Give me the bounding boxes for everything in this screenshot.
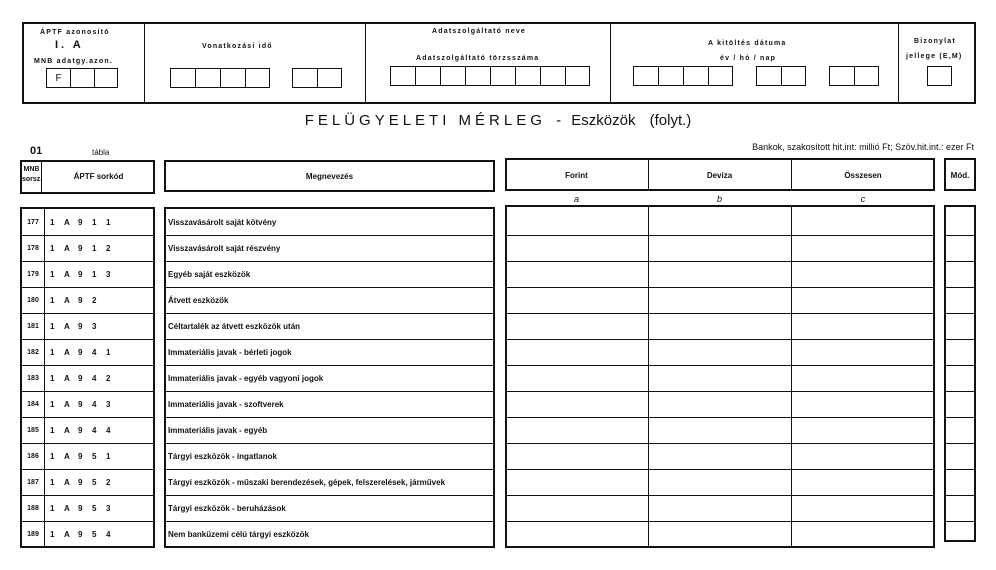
cell-mod[interactable] [946, 365, 974, 391]
mnb-adatgy-cell[interactable] [94, 68, 118, 88]
cell-mod[interactable] [946, 339, 974, 365]
sorkod-char: 9 [78, 374, 83, 383]
unit-note: Bankok, szakosított hit.int: millió Ft; Szöv.hit.int.: ezer Ft [752, 142, 974, 152]
cell-mod[interactable] [946, 443, 974, 469]
cell-deviza[interactable] [649, 495, 791, 521]
sorkod-char: A [64, 504, 70, 513]
sorkod-char: 1 [92, 270, 97, 279]
col-megnevezes: Megnevezés [305, 172, 354, 181]
sorkod-char: 9 [78, 426, 83, 435]
cell-osszesen[interactable] [792, 261, 933, 287]
sorkod-char: 1 [92, 244, 97, 253]
sorkod-char: 1 [50, 530, 55, 539]
cell-osszesen[interactable] [792, 469, 933, 495]
mnb-adatgy-cell[interactable]: F [46, 68, 70, 88]
cell-deviza[interactable] [649, 261, 791, 287]
vonatkozasi-ev-field[interactable] [170, 68, 270, 88]
cell-forint[interactable] [507, 495, 648, 521]
sorkod-char: 1 [106, 217, 111, 227]
sorkod-char: 9 [78, 270, 83, 279]
sorkod-char: 1 [50, 374, 55, 383]
mnb-adatgy-label: MNB adatgy.azon. [34, 58, 113, 65]
digit-cell[interactable] [440, 66, 465, 86]
row-megnevezes: Tárgyi eszközök - műszaki berendezések, gépek, felszerelések, járművek [166, 469, 493, 495]
sorkod-char: 2 [106, 244, 111, 253]
vonatkozasi-ho-field[interactable] [292, 68, 342, 88]
page-title [0, 112, 996, 129]
sorkod-char: 4 [92, 426, 97, 435]
sorkod-char: 9 [78, 504, 83, 513]
sorkod-char: 1 [50, 504, 55, 513]
cell-mod[interactable] [946, 261, 974, 287]
title-cont: (folyt.) [649, 112, 692, 129]
cell-forint[interactable] [507, 469, 648, 495]
kitoltes-nap-field[interactable] [829, 66, 879, 86]
col-sub-a: a [573, 194, 579, 204]
sorkod-char: 5 [92, 530, 97, 539]
cell-forint[interactable] [507, 417, 648, 443]
cell-deviza[interactable] [649, 287, 791, 313]
row-megnevezes: Visszavásárolt saját részvény [166, 235, 493, 261]
sorkod-char: 1 [50, 270, 55, 279]
cell-deviza[interactable] [649, 443, 791, 469]
col-mnb-sorszam: MNB sorsz. [22, 166, 43, 183]
cell-mod[interactable] [946, 313, 974, 339]
cell-osszesen[interactable] [792, 521, 933, 547]
sorkod-char: A [64, 400, 70, 409]
cell-forint[interactable] [507, 391, 648, 417]
cell-mod[interactable] [946, 287, 974, 313]
row-mnb-sorszam: 186 [22, 443, 44, 469]
sorkod-char: 1 [50, 217, 55, 227]
kitoltes-ev-ho-nap-label: év / hó / nap [720, 55, 777, 62]
digit-cell[interactable] [317, 68, 342, 88]
aptf-value: I. A [55, 39, 84, 51]
digit-cell[interactable] [195, 68, 220, 88]
sorkod-char: 9 [78, 217, 83, 227]
cell-deviza[interactable] [649, 521, 791, 547]
sorkod-char: 9 [78, 348, 83, 357]
digit-cell[interactable] [390, 66, 415, 86]
row-aptf-sorkod [44, 469, 153, 495]
header-divider [365, 22, 366, 104]
sorkod-char: A [64, 348, 70, 357]
sorkod-char: 5 [92, 452, 97, 461]
mnb-adatgy-field[interactable] [46, 68, 118, 88]
row-mnb-sorszam: 182 [22, 339, 44, 365]
cell-deviza[interactable] [649, 469, 791, 495]
sorkod-char: 1 [50, 426, 55, 435]
cell-osszesen[interactable] [792, 495, 933, 521]
row-megnevezes: Céltartalék az átvett eszközök után [166, 313, 493, 339]
row-aptf-sorkod [44, 443, 153, 469]
cell-mod[interactable] [946, 417, 974, 443]
cell-deviza[interactable] [649, 209, 791, 235]
row-aptf-sorkod [44, 313, 153, 339]
row-aptf-sorkod [44, 391, 153, 417]
header-divider [898, 22, 899, 104]
sorkod-char: 2 [106, 374, 111, 383]
sorkod-char: A [64, 374, 70, 383]
digit-cell[interactable] [708, 66, 733, 86]
row-mnb-sorszam: 187 [22, 469, 44, 495]
col-aptf-sorkod: ÁPTF sorkód [73, 172, 124, 181]
row-megnevezes: Visszavásárolt saját kötvény [168, 217, 277, 227]
sorkod-char: A [64, 530, 70, 539]
cell-deviza[interactable] [649, 417, 791, 443]
row-mnb-sorszam: 185 [22, 417, 44, 443]
sorkod-char: A [64, 296, 70, 305]
row-megnevezes: Immateriális javak - szoftverek [166, 391, 493, 417]
digit-cell[interactable] [515, 66, 540, 86]
digit-cell[interactable] [565, 66, 590, 86]
col-sub-b: b [716, 194, 722, 204]
row-mnb-sorszam: 178 [22, 235, 44, 261]
sorkod-char: 1 [50, 348, 55, 357]
digit-cell[interactable] [220, 68, 245, 88]
cell-deviza[interactable] [649, 391, 791, 417]
digit-cell[interactable] [540, 66, 565, 86]
row-megnevezes: Immateriális javak - bérleti jogok [166, 339, 493, 365]
digit-cell[interactable] [633, 66, 658, 86]
bizonylat-label: Bizonylat [914, 38, 956, 45]
sorkod-char: 9 [78, 530, 83, 539]
sorkod-char: 1 [50, 244, 55, 253]
cell-osszesen[interactable] [792, 287, 933, 313]
digit-cell[interactable] [829, 66, 854, 86]
sorkod-char: 9 [78, 400, 83, 409]
cell-mod[interactable] [946, 521, 974, 547]
header-divider [144, 22, 145, 104]
kitoltes-ho-field[interactable] [756, 66, 806, 86]
cell-forint[interactable] [507, 521, 648, 547]
row-megnevezes: Egyéb saját eszközök [166, 261, 493, 287]
row-aptf-sorkod [44, 417, 153, 443]
sorkod-char: A [64, 478, 70, 487]
digit-cell[interactable] [245, 68, 270, 88]
sorkod-char: 2 [92, 296, 97, 305]
sorkod-char: A [64, 426, 70, 435]
cell-deviza[interactable] [649, 339, 791, 365]
mnb-adatgy-cell[interactable] [70, 68, 94, 88]
sorkod-char: 1 [106, 452, 111, 461]
cell-forint[interactable] [507, 287, 648, 313]
bizonylat-jellege-label: jellege (E,M) [906, 53, 963, 60]
cell-osszesen[interactable] [792, 209, 933, 235]
cell-forint[interactable] [507, 339, 648, 365]
sorkod-char: 1 [50, 322, 55, 331]
row-megnevezes: Tárgyi eszközök - ingatlanok [166, 443, 493, 469]
sorkod-char: 4 [92, 374, 97, 383]
digit-cell[interactable] [756, 66, 781, 86]
col-deviza: Deviza [706, 171, 733, 180]
sorkod-char: 4 [92, 400, 97, 409]
title-main: FELÜGYELETI MÉRLEG [304, 112, 546, 129]
table-label: tábla [92, 148, 110, 157]
cell-forint[interactable] [507, 261, 648, 287]
cell-osszesen[interactable] [792, 417, 933, 443]
sorkod-char: 1 [106, 348, 111, 357]
row-aptf-sorkod [44, 521, 153, 547]
col-mod: Mód. [950, 171, 970, 180]
digit-cell[interactable] [415, 66, 440, 86]
sorkod-char: 3 [92, 322, 97, 331]
cell-osszesen[interactable] [792, 365, 933, 391]
title-separator: - [556, 112, 562, 129]
row-mnb-sorszam: 177 [27, 218, 39, 226]
sorkod-char: 9 [78, 452, 83, 461]
kitoltes-ev-field[interactable] [633, 66, 733, 86]
bizonylat-jellege-field[interactable] [927, 66, 952, 86]
cell-deviza[interactable] [649, 365, 791, 391]
row-mnb-sorszam: 181 [22, 313, 44, 339]
cell-forint[interactable] [507, 235, 648, 261]
digit-cell[interactable] [781, 66, 806, 86]
digit-cell[interactable] [927, 66, 952, 86]
sorkod-char: 9 [78, 296, 83, 305]
sorkod-char: 4 [106, 426, 111, 435]
row-mnb-sorszam: 179 [22, 261, 44, 287]
row-mnb-sorszam: 188 [22, 495, 44, 521]
cell-forint[interactable] [507, 365, 648, 391]
cell-osszesen[interactable] [792, 443, 933, 469]
row-mnb-sorszam: 183 [22, 365, 44, 391]
row-mnb-sorszam: 189 [22, 521, 44, 547]
row-megnevezes: Nem banküzemi célú tárgyi eszközök [166, 521, 493, 547]
cell-osszesen[interactable] [792, 313, 933, 339]
cell-forint[interactable] [507, 209, 648, 235]
sorkod-char: 1 [50, 400, 55, 409]
digit-cell[interactable] [170, 68, 195, 88]
sorkod-char: A [64, 217, 70, 227]
sorkod-char: 2 [106, 478, 111, 487]
row-megnevezes: Immateriális javak - egyéb [166, 417, 493, 443]
sorkod-char: 3 [106, 270, 111, 279]
digit-cell[interactable] [658, 66, 683, 86]
sorkod-char: 4 [92, 348, 97, 357]
row-aptf-sorkod [44, 287, 153, 313]
cell-mod[interactable] [946, 469, 974, 495]
table-number: 01 [30, 145, 43, 157]
sorkod-char: A [64, 452, 70, 461]
digit-cell[interactable] [683, 66, 708, 86]
row-aptf-sorkod [44, 235, 153, 261]
sorkod-char: 1 [50, 478, 55, 487]
cell-mod[interactable] [946, 209, 974, 235]
digit-cell[interactable] [854, 66, 879, 86]
digit-cell[interactable] [292, 68, 317, 88]
sorkod-char: 5 [92, 504, 97, 513]
aptf-label: ÁPTF azonosító [40, 29, 110, 36]
cell-forint[interactable] [507, 443, 648, 469]
title-sub: Eszközök [571, 112, 636, 129]
cell-deviza[interactable] [649, 235, 791, 261]
sorkod-char: 4 [106, 530, 111, 539]
row-aptf-sorkod [44, 365, 153, 391]
cell-deviza[interactable] [649, 313, 791, 339]
digit-cell[interactable] [465, 66, 490, 86]
vonatkozasi-ido-label: Vonatkozási idő [202, 43, 273, 50]
sorkod-char: 3 [106, 400, 111, 409]
cell-osszesen[interactable] [792, 235, 933, 261]
cell-osszesen[interactable] [792, 339, 933, 365]
row-aptf-sorkod [44, 495, 153, 521]
cell-mod[interactable] [946, 235, 974, 261]
col-sub-c: c [860, 194, 866, 204]
sorkod-char: 3 [106, 504, 111, 513]
col-osszesen: Összesen [844, 171, 882, 180]
sorkod-char: 1 [50, 296, 55, 305]
row-megnevezes: Immateriális javak - egyéb vagyoni jogok [166, 365, 493, 391]
sorkod-char: 9 [78, 244, 83, 253]
kitoltes-datuma-label: A kitöltés dátuma [708, 40, 787, 47]
row-aptf-sorkod [44, 209, 153, 235]
row-aptf-sorkod [44, 261, 153, 287]
row-mnb-sorszam: 184 [22, 391, 44, 417]
sorkod-char: 9 [78, 478, 83, 487]
sorkod-char: 9 [78, 322, 83, 331]
sorkod-char: A [64, 270, 70, 279]
torzsszam-field[interactable] [390, 66, 590, 86]
adatszolgaltato-torzs-label: Adatszolgáltató törzsszáma [416, 55, 540, 62]
sorkod-char: A [64, 244, 70, 253]
cell-mod[interactable] [946, 391, 974, 417]
col-forint: Forint [565, 171, 588, 180]
sorkod-char: A [64, 322, 70, 331]
row-megnevezes: Átvett eszközök [166, 287, 493, 313]
row-mnb-sorszam: 180 [22, 287, 44, 313]
cell-osszesen[interactable] [792, 391, 933, 417]
sorkod-char: 5 [92, 478, 97, 487]
row-megnevezes: Tárgyi eszközök - beruházások [166, 495, 493, 521]
header-divider [610, 22, 611, 104]
cell-mod[interactable] [946, 495, 974, 521]
cell-forint[interactable] [507, 313, 648, 339]
digit-cell[interactable] [490, 66, 515, 86]
sorkod-char: 1 [50, 452, 55, 461]
row-aptf-sorkod [44, 339, 153, 365]
sorkod-char: 1 [92, 217, 97, 227]
adatszolgaltato-nev-label: Adatszolgáltató neve [432, 28, 527, 35]
